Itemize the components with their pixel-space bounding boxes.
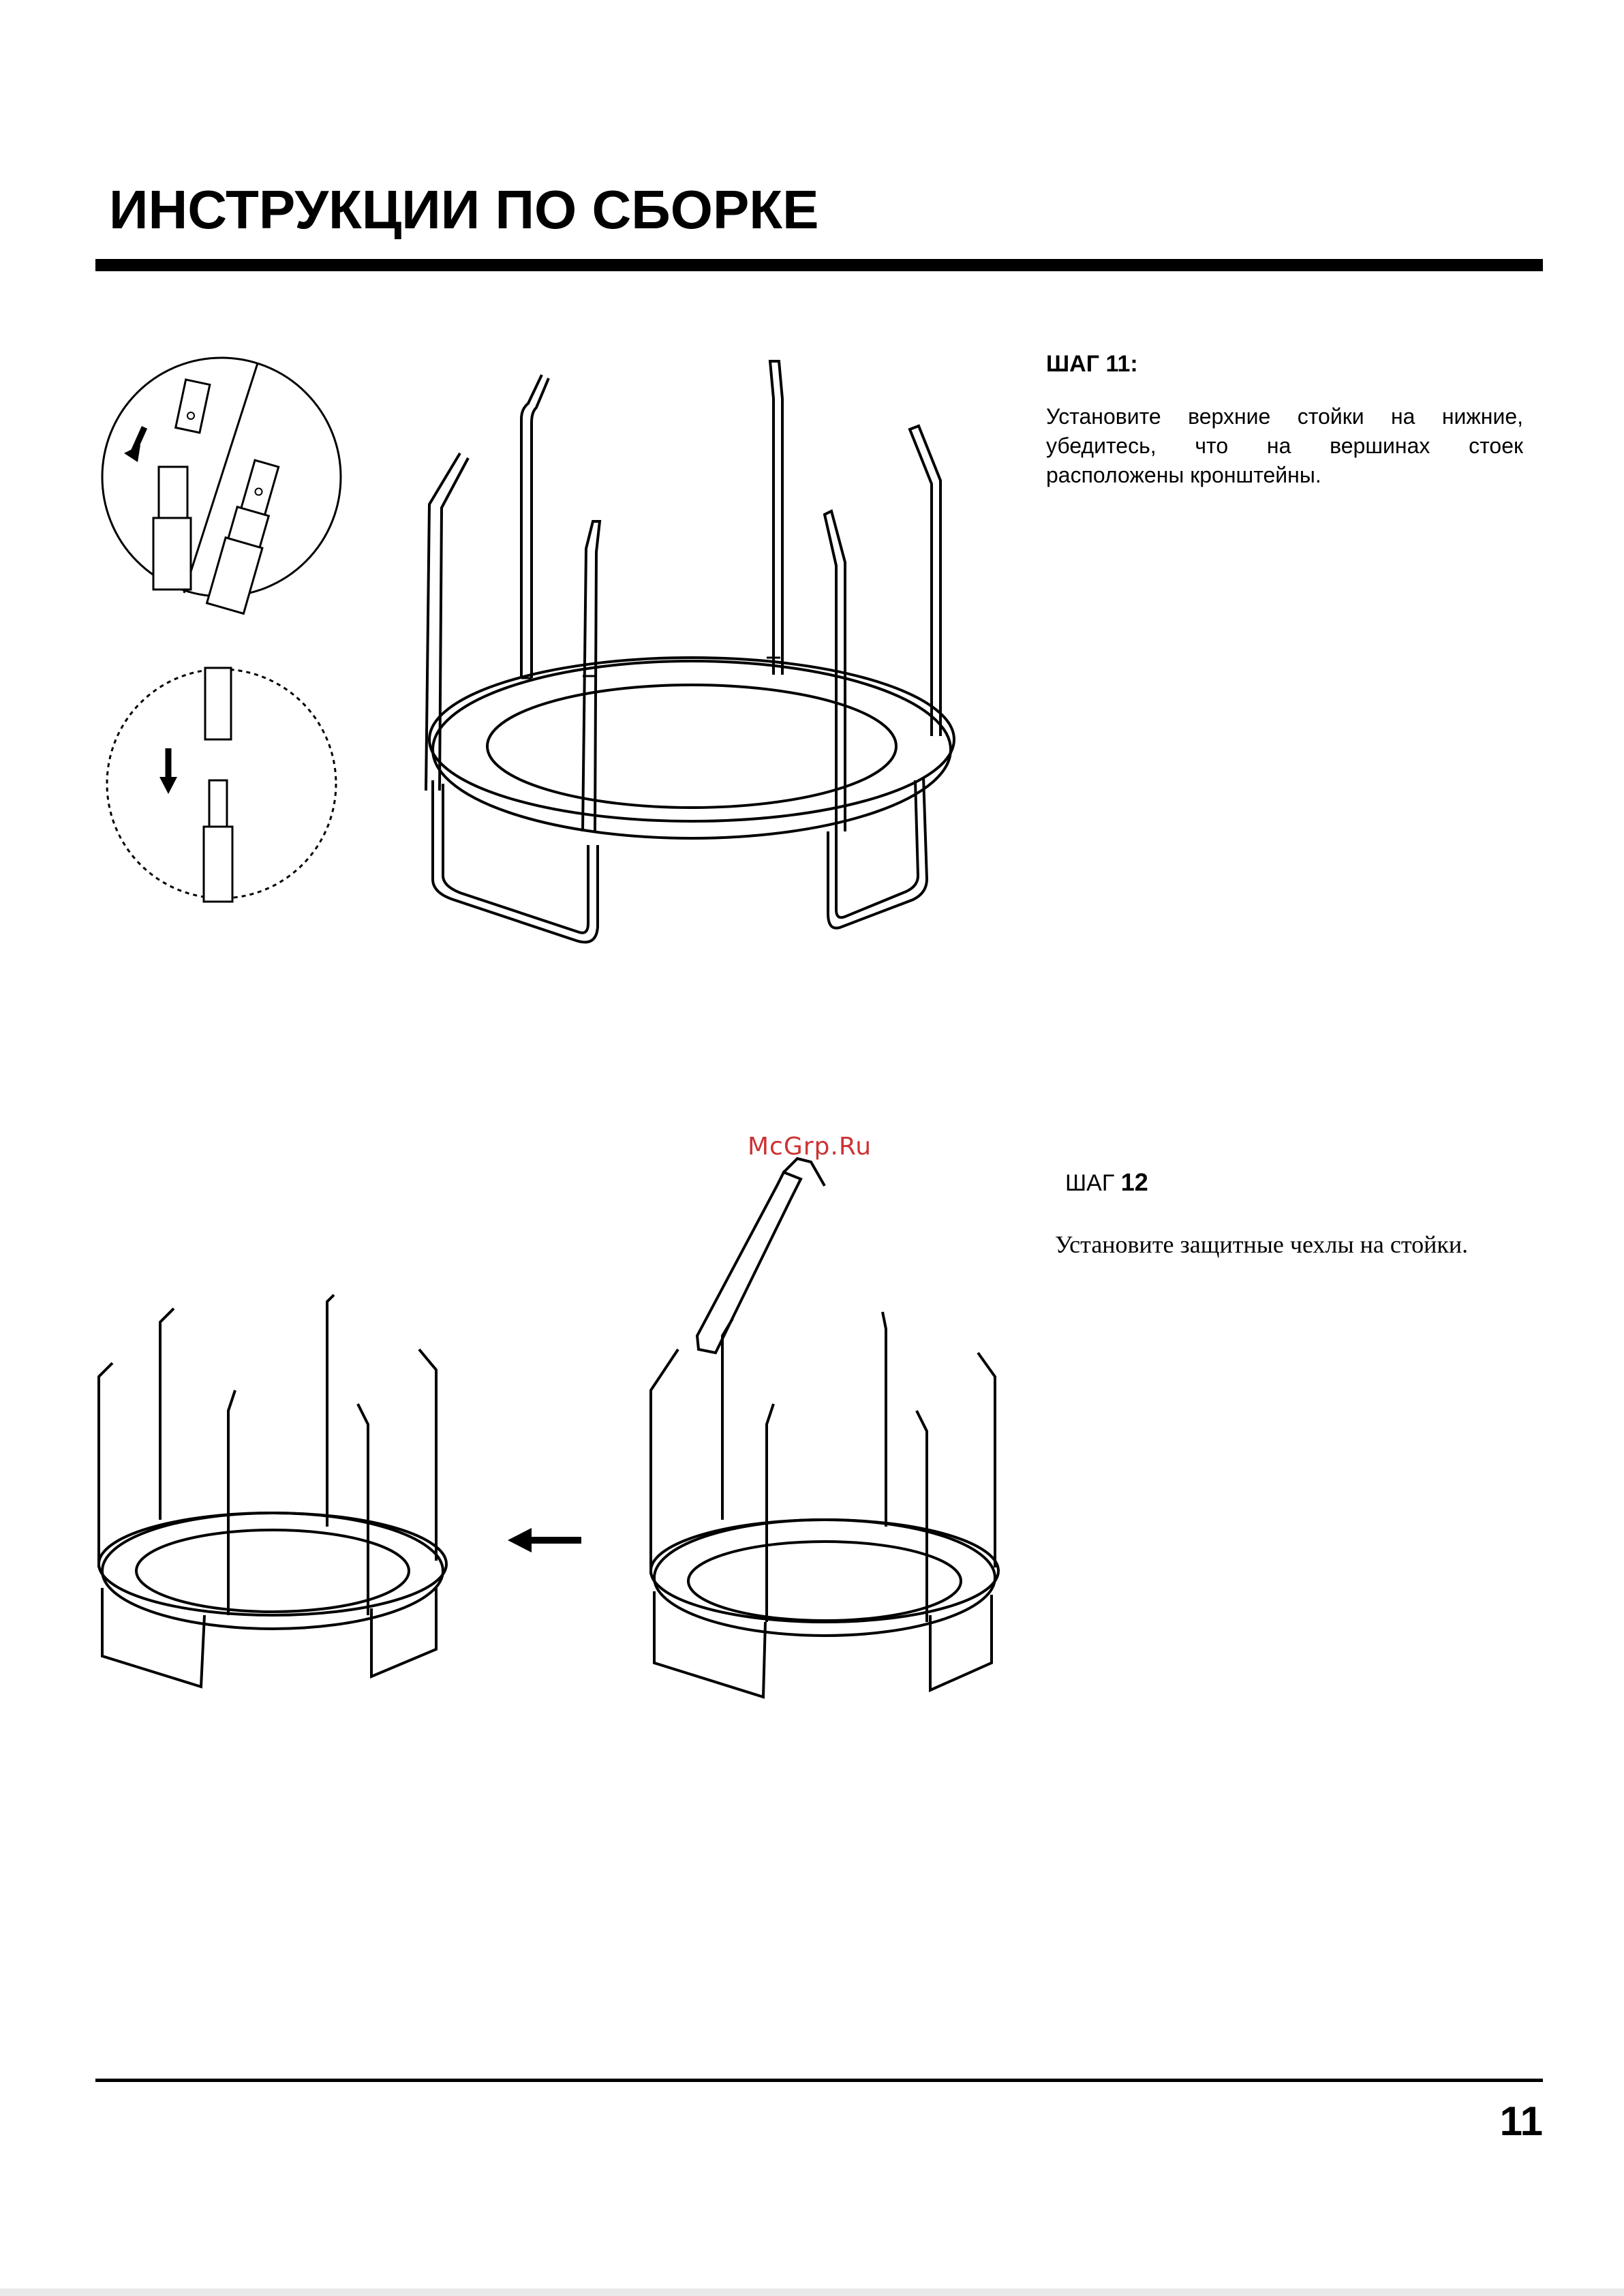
left-arrow-icon [508, 1527, 583, 1554]
title-divider [95, 259, 1543, 271]
trampoline-installing-cover-illustration [644, 1145, 1012, 1697]
footer-divider [95, 2079, 1543, 2082]
watermark: McGrp.Ru [748, 1133, 872, 1161]
trampoline-with-covers-illustration [92, 1295, 453, 1690]
step-12-heading-prefix: ШАГ [1065, 1170, 1115, 1196]
page-edge-strip [0, 2289, 1624, 2296]
detail-circle-bracket-illustration [95, 351, 348, 603]
step-12-heading-number: 12 [1120, 1168, 1148, 1196]
page-title: ИНСТРУКЦИИ ПО СБОРКЕ [109, 179, 819, 240]
page-number: 11 [1499, 2098, 1543, 2144]
step-12-instructions: Установите защитные чехлы на стойки. [1055, 1231, 1469, 1258]
step-12-heading [1065, 1170, 1148, 1195]
step-11-instructions: Установите верхние стойки на нижние, убедитесь, что на вершинах стоек расположены кронштейны. [1046, 404, 1523, 487]
detail-circle-tube-insertion [102, 664, 341, 903]
step-11-heading: ШАГ 11: [1046, 351, 1138, 377]
trampoline-with-poles-illustration [419, 354, 964, 954]
